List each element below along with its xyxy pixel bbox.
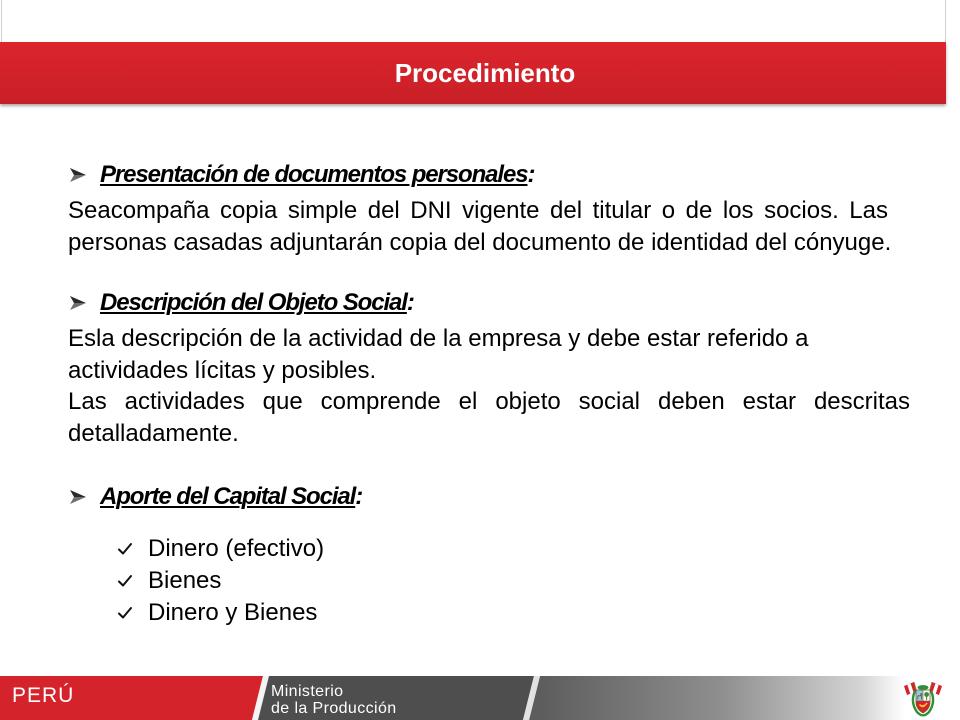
slide-title: Procedimiento	[394, 58, 576, 88]
section-heading	[100, 160, 534, 190]
section-heading-colon: :	[406, 289, 414, 316]
checklist-item	[68, 565, 910, 597]
section-heading-row	[68, 160, 910, 195]
checklist-item-label: Bienes	[148, 567, 222, 594]
section-heading-row	[68, 482, 910, 517]
footer-band-graphic	[0, 676, 960, 720]
section-heading-colon: :	[355, 483, 363, 510]
check-icon	[117, 573, 133, 589]
checklist-item	[68, 533, 910, 565]
footer-bar	[0, 676, 960, 720]
ministry-name-line1: Ministerio	[271, 683, 344, 700]
section-heading-text: Presentación de documentos personales	[100, 161, 528, 188]
footer-country-label: PERÚ	[12, 684, 75, 707]
paragraph-line: actividades lícitas y posibles.	[68, 356, 377, 384]
coat-of-arms-icon	[902, 678, 944, 719]
slide-top-frame	[1, 0, 946, 42]
section-documentos-personales	[68, 160, 910, 258]
checklist-item	[68, 597, 910, 629]
section-heading-colon: :	[527, 161, 535, 188]
paragraph-line: Seacompaña copia simple del DNI vigente del titular o de los socios. Las	[68, 197, 888, 224]
section-heading	[100, 482, 362, 512]
paragraph-line: Esla descripción de la actividad de la empresa y debe estar referido a	[68, 325, 809, 352]
footer-fade-band	[529, 676, 960, 720]
paragraph-line: detalladamente.	[68, 419, 239, 447]
title-bar	[0, 42, 946, 104]
section-capital-social	[68, 482, 910, 629]
section-heading-text: Descripción del Objeto Social	[100, 289, 407, 316]
check-icon	[117, 605, 133, 621]
checklist-item-label: Dinero y Bienes	[148, 599, 318, 626]
paragraph-line: Las actividades que comprende el objeto social deben estar descritas	[68, 388, 910, 415]
section-objeto-social	[68, 288, 910, 449]
checklist	[68, 533, 910, 629]
section-heading	[100, 288, 414, 318]
check-icon	[117, 541, 133, 557]
arrow-bullet-icon	[70, 167, 86, 183]
checklist-item-label: Dinero (efectivo)	[148, 535, 325, 562]
arrow-bullet-icon	[70, 295, 86, 311]
section-heading-row	[68, 288, 910, 323]
paragraph-line: personas casadas adjuntarán copia del documento de identidad del cónyuge.	[68, 228, 892, 256]
ministry-name-line2: de la Producción	[271, 700, 397, 717]
section-heading-text: Aporte del Capital Social	[100, 483, 356, 510]
arrow-bullet-icon	[70, 489, 86, 505]
